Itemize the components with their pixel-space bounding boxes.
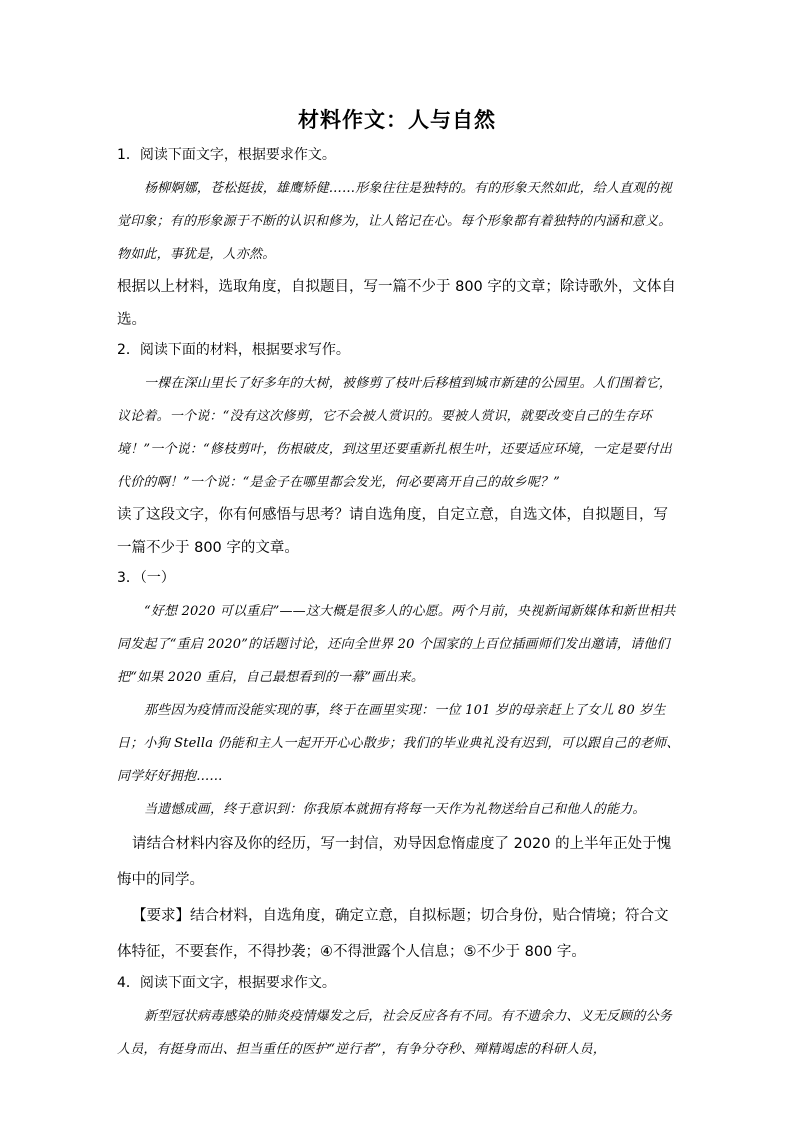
question-2-heading: 2．阅读下面的材料，根据要求写作。 — [117, 342, 350, 358]
question-1-requirement: 根据以上材料，选取角度，自拟题目，写一篇不少于 800 字的文章；除诗歌外，文体自选。 — [117, 279, 676, 328]
question-3-heading: 3．（一） — [117, 570, 175, 586]
question-3-requirement: 【要求】结合材料，自选角度，确定立意，自拟标题；切合身份，贴合情境；符合文体特征，不要套作，不得抄袭；④不得泄露个人信息；⑤不少于 800 字。 — [117, 908, 669, 960]
question-2-material: 一棵在深山里长了好多年的大树，被修剪了枝叶后移植到城市新建的公园里。人们围着它，议论着。一个说：“没有这次修剪，它不会被人赏识的。要被人赏识，就要改变自己的生存环境！”一个说：“修枝剪叶，伤根破皮，到这里还要重新扎根生叶，还要适应环境，一定是要付出代价的啊！”一个说：“是金子在哪里都会发光，何必要离开自己的故乡呢？” — [117, 376, 673, 490]
question-4-heading: 4．阅读下面文字，根据要求作文。 — [117, 975, 336, 991]
question-1-material: 杨柳婀娜，苍松挺拔，雄鹰矫健……形象往往是独特的。有的形象天然如此，给人直观的视觉印象；有的形象源于不断的认识和修为，让人铭记在心。每个形象都有着独特的内涵和意义。物如此，事犹是，人亦然。 — [117, 181, 673, 262]
question-1-heading: 1．阅读下面文字，根据要求作文。 — [117, 147, 336, 163]
question-3-material-2: 那些因为疫情而没能实现的事，终于在画里实现：一位 101 岁的母亲赶上了女儿 80 岁生日；小狗 Stella 仍能和主人一起开开心心散步；我们的毕业典礼没有迟到，可以跟自己的老师、同学好好拥抱…… — [117, 703, 680, 784]
question-2-requirement: 读了这段文字，你有何感悟与思考？请自选角度，自定立意，自选文体，自拟题目，写一篇不少于 800 字的文章。 — [117, 507, 668, 556]
page-title: 材料作文：人与自然 — [298, 107, 496, 132]
question-4-material: 新型冠状病毒感染的肺炎疫情爆发之后，社会反应各有不同。有不遗余力、义无反顾的公务人员，有挺身而出、担当重任的医护“逆行者”，有争分夺秒、殚精竭虑的科研人员， — [117, 1009, 673, 1057]
document-body — [117, 142, 682, 1066]
question-3-material-3: 当遗憾成画，终于意识到：你我原本就拥有将每一天作为礼物送给自己和他人的能力。 — [144, 802, 646, 817]
question-3-task: 请结合材料内容及你的经历，写一封信，劝导因怠惰虚度了 2020 的上半年正处于愧悔中的同学。 — [117, 836, 672, 888]
question-3-material-1: “好想 2020 可以重启”——这大概是很多人的心愿。两个月前，央视新闻新媒体和新世相共同发起了“重启 2020”的话题讨论，还向全世界 20 个国家的上百位插画师们发出邀请，请他们把“如果 2020 重启，自己最想看到的一幕”画出来。 — [117, 604, 676, 685]
